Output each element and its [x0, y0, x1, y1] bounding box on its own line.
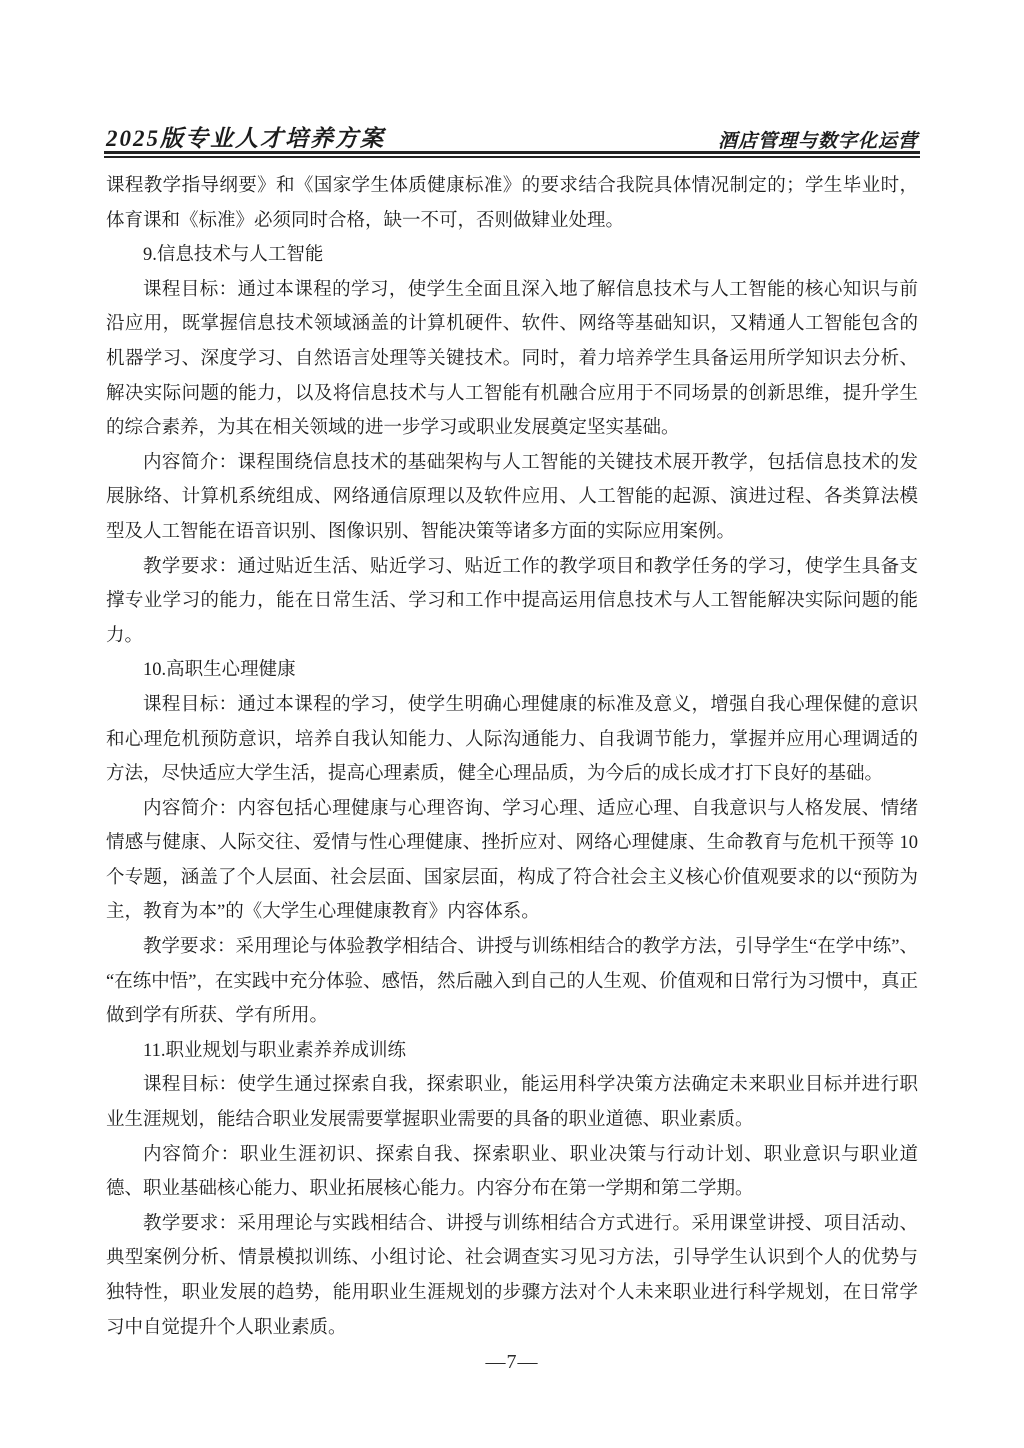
paragraph: 内容简介：课程围绕信息技术的基础架构与人工智能的关键技术展开教学，包括信息技术的发展脉络、计算机系统组成、网络通信原理以及软件应用、人工智能的起源、演进过程、各类算法模型及人工智能在语音识别、图像识别、智能决策等诸多方面的实际应用案例。	[106, 452, 918, 542]
page-header	[106, 120, 918, 153]
header-left-title: 2025版专业人才培养方案	[106, 126, 385, 151]
section-heading: 9.信息技术与人工智能	[143, 245, 324, 266]
paragraph: 教学要求：通过贴近生活、贴近学习、贴近工作的教学项目和教学任务的学习，使学生具备支撑专业学习的能力，能在日常生活、学习和工作中提高运用信息技术与人工智能解决实际问题的能力。	[106, 556, 918, 646]
section-heading: 11.职业规划与职业素养养成训练	[143, 1040, 406, 1061]
header-double-rule	[104, 151, 920, 158]
page-footer	[0, 1351, 1024, 1374]
paragraph: 课程目标：通过本课程的学习，使学生全面且深入地了解信息技术与人工智能的核心知识与前沿应用，既掌握信息技术领域涵盖的计算机硬件、软件、网络等基础知识，又精通人工智能包含的机器学习、深度学习、自然语言处理等关键技术。同时，着力培养学生具备运用所学知识去分析、解决实际问题的能力，以及将信息技术与人工智能有机融合应用于不同场景的创新思维，提升学生的综合素养，为其在相关领域的进一步学习或职业发展奠定坚实基础。	[106, 279, 918, 439]
paragraph: 教学要求：采用理论与体验教学相结合、讲授与训练相结合的教学方法，引导学生“在学中练”、“在练中悟”，在实践中充分体验、感悟，然后融入到自己的人生观、价值观和日常行为习惯中，真正做到学有所获、学有所用。	[106, 937, 918, 1027]
paragraph: 课程目标：通过本课程的学习，使学生明确心理健康的标准及意义，增强自我心理保健的意识和心理危机预防意识，培养自我认知能力、人际沟通能力、自我调节能力，掌握并应用心理调适的方法，尽快适应大学生活，提高心理素质，健全心理品质，为今后的成长成才打下良好的基础。	[106, 694, 918, 785]
document-body	[106, 169, 918, 1345]
header-right-title: 酒店管理与数字化运营	[717, 131, 918, 152]
paragraph: 课程教学指导纲要》和《国家学生体质健康标准》的要求结合我院具体情况制定的；学生毕业时，体育课和《标准》必须同时合格，缺一不可，否则做肄业处理。	[106, 176, 918, 231]
paragraph: 教学要求：采用理论与实践相结合、讲授与训练相结合方式进行。采用课堂讲授、项目活动、典型案例分析、情景模拟训练、小组讨论、社会调查实习见习方法，引导学生认识到个人的优势与独特性，职业发展的趋势，能用职业生涯规划的步骤方法对个人未来职业进行科学规划，在日常学习中自觉提升个人职业素质。	[106, 1213, 918, 1338]
paragraph: 内容简介：内容包括心理健康与心理咨询、学习心理、适应心理、自我意识与人格发展、情绪情感与健康、人际交往、爱情与性心理健康、挫折应对、网络心理健康、生命教育与危机干预等 10 个专题，涵盖了个人层面、社会层面、国家层面，构成了符合社会主义核心价值观要求的以“预防为主，教育为本”的《大学生心理健康教育》内容体系。	[106, 798, 918, 923]
page-number: —7—	[485, 1351, 539, 1373]
paragraph: 课程目标：使学生通过探索自我，探索职业，能运用科学决策方法确定未来职业目标并进行职业生涯规划，能结合职业发展需要掌握职业需要的具备的职业道德、职业素质。	[106, 1075, 918, 1131]
section-heading: 10.高职生心理健康	[143, 660, 296, 681]
paragraph: 内容简介：职业生涯初识、探索自我、探索职业、职业决策与行动计划、职业意识与职业道德、职业基础核心能力、职业拓展核心能力。内容分布在第一学期和第二学期。	[106, 1144, 918, 1200]
